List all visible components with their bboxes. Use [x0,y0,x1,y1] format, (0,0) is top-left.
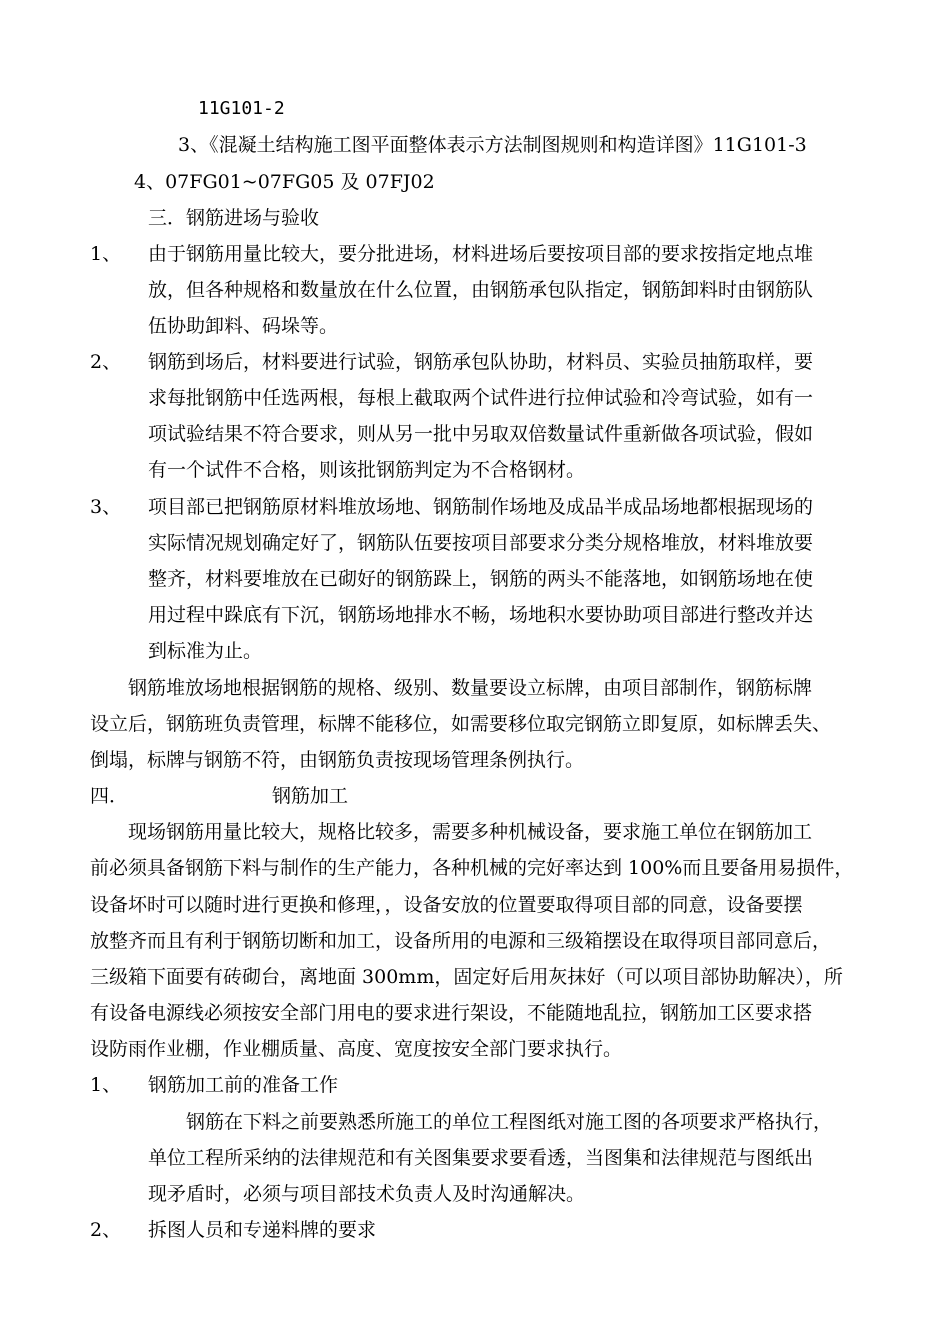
item-line: 整齐，材料要堆放在已砌好的钢筋跺上，钢筋的两头不能落地，如钢筋场地在使 [148,568,814,590]
paragraph-line: 倒塌，标牌与钢筋不符，由钢筋负责按现场管理条例执行。 [90,749,585,771]
section-4-title: 钢筋加工 [272,785,349,807]
subsection-number: 1、 [90,1074,122,1096]
reference-2-tail: 11G101-2 [198,98,285,119]
paragraph-line: 设防雨作业棚，作业棚质量、高度、宽度按安全部门要求执行。 [90,1038,623,1060]
reference-4: 4、07FG01~07FG05 及 07FJ02 [134,171,435,193]
subsection-line: 单位工程所采纳的法律规范和有关图集要求要看透，当图集和法律规范与图纸出 [148,1147,814,1169]
subsection-line: 现矛盾时，必须与项目部技术负责人及时沟通解决。 [148,1183,586,1205]
item-line: 实际情况规划确定好了，钢筋队伍要按项目部要求分类分规格堆放，材料堆放要 [148,532,814,554]
subsection-number: 2、 [90,1219,122,1241]
item-line: 用过程中跺底有下沉，钢筋场地排水不畅，场地积水要协助项目部进行整改并达 [148,604,814,626]
subsection-title: 钢筋加工前的准备工作 [148,1074,339,1096]
item-number: 2、 [90,351,122,373]
section-3-heading: 三．钢筋进场与验收 [148,207,320,229]
item-line: 项试验结果不符合要求，则从另一批中另取双倍数量试件重新做各项试验，假如 [148,423,814,445]
paragraph-line: 前必须具备钢筋下料与制作的生产能力，各种机械的完好率达到 100%而且要备用易损件， [90,857,854,879]
reference-3: 3、《混凝土结构施工图平面整体表示方法制图规则和构造详图》11G101-3 [178,134,807,156]
paragraph-line: 现场钢筋用量比较大，规格比较多，需要多种机械设备，要求施工单位在钢筋加工 [128,821,813,843]
item-number: 1、 [90,243,122,265]
paragraph-line: 设备坏时可以随时进行更换和修理，，设备安放的位置要取得项目部的同意，设备要摆 [90,894,803,916]
item-line: 伍协助卸料、码垛等。 [148,315,339,337]
item-line: 项目部已把钢筋原材料堆放场地、钢筋制作场地及成品半成品场地都根据现场的 [148,496,814,518]
item-line: 到标准为止。 [148,640,263,662]
item-line: 有一个试件不合格，则该批钢筋判定为不合格钢材。 [148,459,586,481]
subsection-line: 钢筋在下料之前要熟悉所施工的单位工程图纸对施工图的各项要求严格执行， [186,1111,833,1133]
item-line: 放，但各种规格和数量放在什么位置，由钢筋承包队指定，钢筋卸料时由钢筋队 [148,279,814,301]
item-number: 3、 [90,496,122,518]
paragraph-line: 三级箱下面要有砖砌台，离地面 300mm，固定好后用灰抹好（可以项目部协助解决），所 [90,966,843,988]
item-line: 由于钢筋用量比较大，要分批进场，材料进场后要按项目部的要求按指定地点堆 [148,243,814,265]
paragraph-line: 设立后，钢筋班负责管理，标牌不能移位，如需要移位取完钢筋立即复原，如标牌丢失、 [90,713,832,735]
item-line: 钢筋到场后，材料要进行试验，钢筋承包队协助，材料员、实验员抽筋取样，要 [148,351,814,373]
section-4-number: 四． [90,785,129,807]
subsection-title: 拆图人员和专递料牌的要求 [148,1219,377,1241]
item-line: 求每批钢筋中任选两根，每根上截取两个试件进行拉伸试验和冷弯试验，如有一 [148,387,814,409]
paragraph-line: 放整齐而且有利于钢筋切断和加工，设备所用的电源和三级箱摆设在取得项目部同意后， [90,930,832,952]
paragraph-line: 有设备电源线必须按安全部门用电的要求进行架设，不能随地乱拉，钢筋加工区要求搭 [90,1002,813,1024]
paragraph-line: 钢筋堆放场地根据钢筋的规格、级别、数量要设立标牌，由项目部制作，钢筋标牌 [128,677,813,699]
